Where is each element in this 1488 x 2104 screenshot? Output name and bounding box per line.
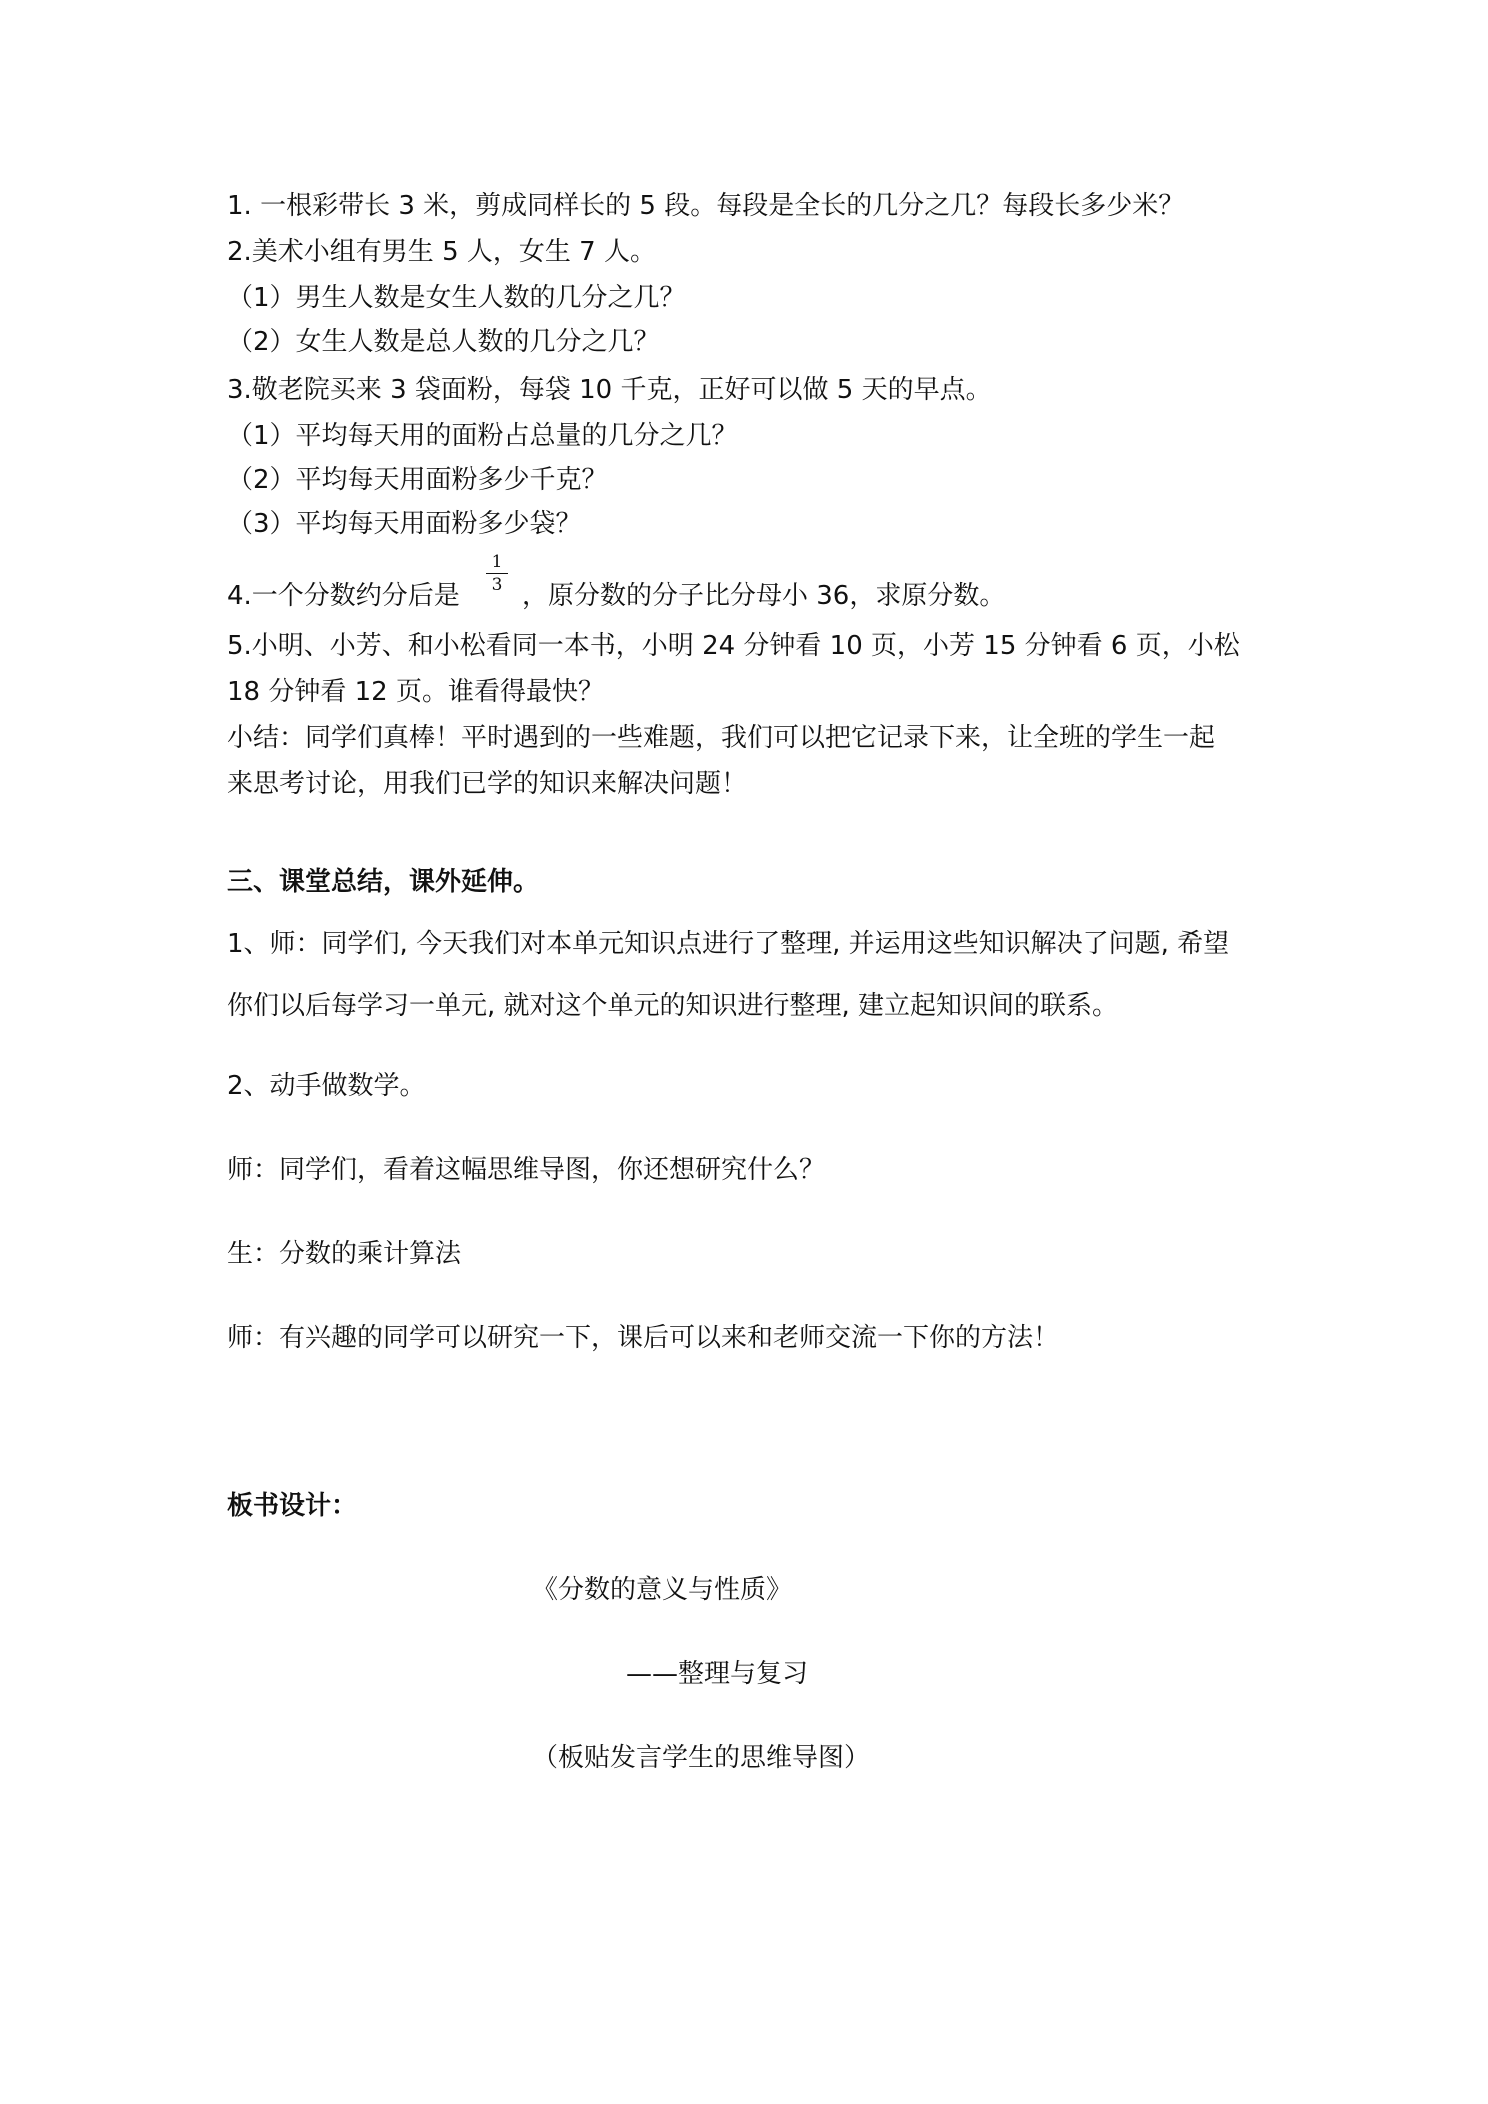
section-3-paragraph-2: 2、动手做数学。 — [227, 1071, 426, 1101]
question-4-fraction — [486, 552, 508, 595]
teacher-closing: 师：有兴趣的同学可以研究一下，课后可以来和老师交流一下你的方法！ — [227, 1323, 1060, 1353]
question-3: 3.敬老院买来 3 袋面粉，每袋 10 千克，正好可以做 5 天的早点。 — [227, 375, 992, 405]
fraction-numerator: 1 — [491, 552, 503, 572]
question-3-part-2: （2）平均每天用面粉多少千克？ — [227, 465, 608, 495]
question-4-prefix: 4.一个分数约分后是 — [227, 581, 460, 611]
question-5-line-2: 18 分钟看 12 页。谁看得最快？ — [227, 677, 604, 707]
question-2: 2.美术小组有男生 5 人，女生 7 人。 — [227, 237, 656, 267]
section-3-paragraph-1-line-2: 你们以后每学习一单元, 就对这个单元的知识进行整理, 建立起知识间的联系。 — [227, 991, 1119, 1021]
teacher-question: 师：同学们，看着这幅思维导图，你还想研究什么？ — [227, 1155, 826, 1185]
summary-line-2: 来思考讨论，用我们已学的知识来解决问题！ — [227, 769, 748, 799]
section-3-paragraph-1-line-1: 1、师：同学们, 今天我们对本单元知识点进行了整理, 并运用这些知识解决了问题, 希望 — [227, 929, 1230, 959]
board-title: 《分数的意义与性质》 — [532, 1575, 793, 1605]
question-2-part-1: （1）男生人数是女生人数的几分之几？ — [227, 283, 686, 313]
board-design-heading: 板书设计： — [227, 1491, 358, 1521]
section-3-heading: 三、课堂总结，课外延伸。 — [227, 867, 540, 897]
question-3-part-3: （3）平均每天用面粉多少袋？ — [227, 509, 582, 539]
question-3-part-1: （1）平均每天用的面粉占总量的几分之几？ — [227, 421, 738, 451]
student-answer: 生：分数的乘计算法 — [227, 1239, 462, 1269]
question-1: 1. 一根彩带长 3 米，剪成同样长的 5 段。每段是全长的几分之几？每段长多少米？ — [227, 191, 1185, 221]
question-2-part-2: （2）女生人数是总人数的几分之几？ — [227, 327, 660, 357]
summary-line-1: 小结：同学们真棒！平时遇到的一些难题，我们可以把它记录下来，让全班的学生一起 — [227, 723, 1216, 753]
fraction-bar — [486, 573, 508, 574]
question-5-line-1: 5.小明、小芳、和小松看同一本书，小明 24 分钟看 10 页，小芳 15 分钟看 6 页，小松 — [227, 631, 1240, 661]
board-subtitle: ——整理与复习 — [626, 1659, 809, 1689]
fraction-denominator: 3 — [491, 575, 503, 595]
question-4-suffix: ，原分数的分子比分母小 36，求原分数。 — [522, 581, 1006, 611]
board-note: （板贴发言学生的思维导图） — [532, 1743, 871, 1773]
